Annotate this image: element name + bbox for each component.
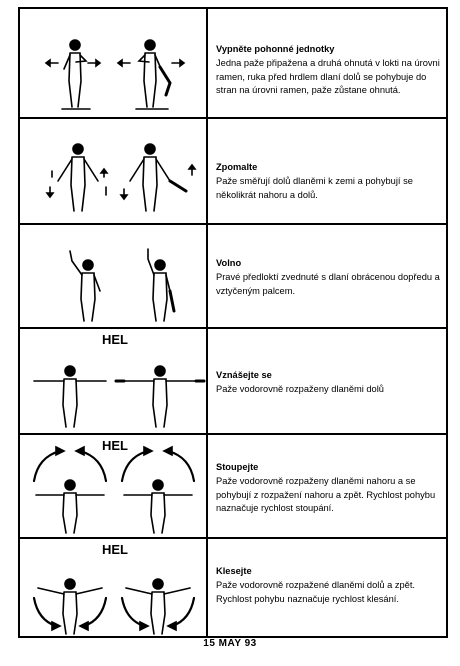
signal-text: Pravé předloktí zvednuté s dlaní obrácenou dopředu a vztyčeným palcem. [216, 271, 440, 296]
all-clear-signal-icon [20, 225, 206, 327]
helicopter-label: HEL [102, 542, 128, 557]
signal-text: Jedna paže připažena a druhá ohnutá v lokti na úrovni ramen, ruka před hrdlem dlaní dolů se pohybuje do stran na úrovni ramen, paže zůstane ohnutá. [216, 57, 440, 96]
descend-signal-icon [20, 539, 206, 640]
climb-signal-icon [20, 435, 206, 537]
signal-row-cut-engines [20, 9, 446, 119]
signal-text: Paže vodorovně rozpaženy dlaněmi nahoru a se pohybují z rozpažení nahoru a zpět. Rychlost pohybu naznačuje rychlost stoupání. [216, 475, 436, 514]
footer-date: 15 MAY 93 [203, 638, 257, 649]
signal-row-slow-down [20, 119, 446, 225]
signal-title: Vznášejte se [216, 370, 272, 380]
hover-signal-icon [20, 329, 206, 433]
cut-engines-signal-icon [20, 9, 206, 117]
signal-row-hover [20, 329, 446, 435]
signal-row-descend [20, 539, 446, 640]
signal-row-climb [20, 435, 446, 539]
signal-title: Zpomalte [216, 162, 258, 172]
signal-row-all-clear [20, 225, 446, 329]
signal-text: Paže směřují dolů dlaněmi k zemi a pohybují se několikrát nahoru a dolů. [216, 175, 413, 200]
signal-title: Volno [216, 258, 242, 268]
helicopter-label: HEL [102, 438, 128, 453]
signal-title: Vypněte pohonné jednotky [216, 44, 335, 54]
slow-down-signal-icon [20, 119, 206, 223]
signal-text: Paže vodorovně rozpaženy dlaněmi dolů [216, 383, 384, 394]
signal-title: Stoupejte [216, 462, 259, 472]
signal-text: Paže vodorovně rozpažené dlaněmi dolů a zpět. Rychlost pohybu naznačuje rychlost klesání. [216, 579, 415, 604]
signal-title: Klesejte [216, 566, 252, 576]
helicopter-label: HEL [102, 332, 128, 347]
signal-chart-table [18, 7, 448, 638]
